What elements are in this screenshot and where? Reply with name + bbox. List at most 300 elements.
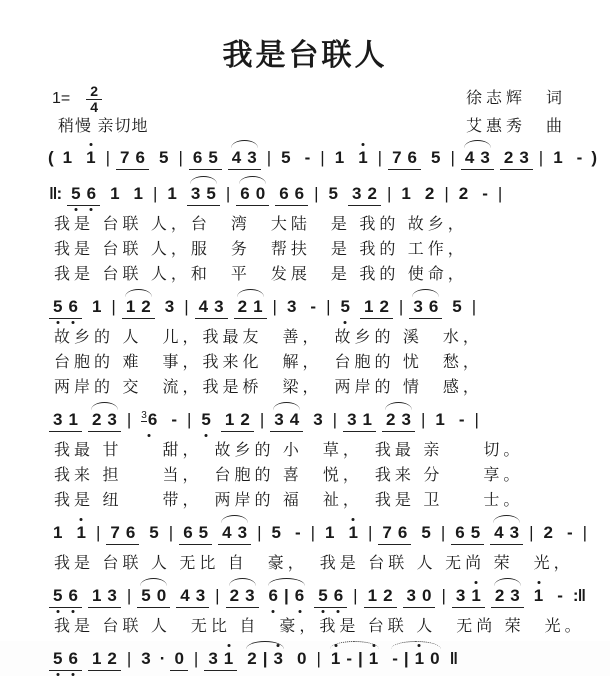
note: 2 [107, 649, 117, 669]
slur-group [88, 411, 121, 432]
note-group [167, 411, 181, 429]
note: 6 [397, 523, 408, 543]
barline: | [471, 297, 477, 317]
system-intro [0, 148, 610, 174]
note: 3 [247, 148, 257, 168]
note-group [49, 298, 82, 319]
note: 6 [65, 650, 80, 668]
octave-dot-below [56, 321, 59, 324]
note-group [116, 149, 149, 170]
slur-group [234, 298, 267, 319]
note: 5 [421, 523, 431, 543]
note: 3 [245, 586, 255, 606]
barline: | [153, 184, 158, 204]
slur-group [327, 650, 382, 668]
note: 1 [334, 148, 345, 168]
octave-dot-below [272, 610, 275, 613]
slur-group [122, 298, 155, 319]
note: 2 [383, 586, 393, 606]
note: 7 [392, 148, 402, 168]
note-group [500, 149, 533, 170]
note: 3 [107, 586, 117, 606]
note-group [82, 149, 99, 167]
slur-group [265, 587, 309, 605]
lyric-line: 我是 台联 人 无比 自 豪， 我是 台联 人 无尚 荣 光， [54, 555, 574, 573]
system-verse-2 [0, 297, 610, 400]
note: 6 [294, 184, 305, 204]
note-group [106, 185, 123, 203]
note-group [301, 149, 315, 167]
lyrics-block [54, 614, 602, 639]
note-group [49, 587, 82, 608]
lyric-line: 我最 甘 甜， 故乡的 小 草， 我最 亲 切。 [54, 442, 524, 460]
lyric-line: 故乡的 人 儿，我最友 善， 故乡的 溪 水， [54, 329, 483, 347]
note-group [59, 149, 76, 167]
slur-group [491, 587, 524, 608]
note-group [170, 650, 187, 671]
note: 6 [266, 587, 281, 605]
note: 5 [281, 148, 291, 168]
barline: | [332, 410, 338, 430]
slur-group [226, 587, 259, 608]
note: 2 [237, 297, 248, 317]
melody-line [46, 410, 602, 436]
barline: | [497, 184, 503, 204]
note-group [72, 524, 89, 542]
note: 5 [50, 587, 65, 605]
note: 2 [91, 410, 102, 430]
note-group [291, 524, 305, 542]
note-group [563, 524, 577, 542]
slur-group [187, 185, 220, 206]
note: 5 [50, 298, 65, 316]
lyric-line: 台胞的 难 事，我来化 解， 台胞的 忧 愁， [54, 354, 483, 372]
barline: | [266, 148, 272, 168]
lyric-line: 我是 台联 人，服 务 帮扶 是 我的 工作， [54, 241, 468, 259]
note-group [343, 411, 376, 432]
note: 1 [325, 523, 335, 543]
note: 3 [271, 650, 286, 668]
lyric-line: 我来 担 当， 台胞的 喜 悦， 我来 分 享。 [54, 467, 524, 485]
barline: | [444, 184, 449, 204]
note-group [267, 524, 284, 542]
note: 6 [125, 523, 136, 543]
note-group [155, 149, 172, 167]
note-group [397, 185, 414, 203]
note-group [448, 298, 465, 316]
note: 6 [65, 587, 80, 605]
note: 5 [198, 411, 213, 429]
barline: | [316, 649, 321, 669]
note: 2 [367, 184, 377, 204]
note-group [452, 587, 485, 608]
octave-dot-below [72, 321, 75, 324]
note-group [88, 298, 105, 316]
note: 1 [91, 297, 102, 317]
note: 7 [110, 523, 120, 543]
note: 0 [174, 649, 184, 669]
system-refrain-2 [0, 586, 610, 639]
note: 5 [328, 184, 339, 204]
note-group [283, 298, 300, 316]
barline: | [126, 410, 132, 430]
note: 3 [237, 523, 248, 543]
grace-note: 3 [141, 410, 147, 422]
note: 6 [279, 184, 289, 204]
note: 1 [367, 586, 378, 606]
note: 6 [240, 184, 250, 204]
note-group [277, 149, 294, 167]
barline: | [259, 410, 265, 430]
slur-group [243, 650, 287, 668]
note-group [431, 411, 448, 429]
system-verse-1 [0, 184, 610, 287]
note: 5 [141, 586, 151, 606]
note: 1 [401, 184, 411, 204]
note: 1 [91, 649, 102, 669]
note-group [345, 524, 362, 542]
barline: | [187, 410, 192, 430]
octave-dot-above [227, 644, 230, 647]
barline: | [386, 184, 392, 204]
note-group [478, 185, 492, 203]
note: 0 [255, 184, 266, 204]
note-group [176, 587, 209, 608]
note: 1 [224, 410, 235, 430]
note: 6 [292, 587, 307, 605]
barline: | [111, 297, 116, 317]
note: 5 [68, 185, 83, 203]
octave-dot-above [277, 644, 280, 647]
notation-symbol: ( [48, 148, 54, 168]
note-group [204, 650, 237, 671]
note-group [321, 524, 338, 542]
note: 2 [247, 649, 257, 669]
octave-dot-above [418, 644, 421, 647]
octave-dot-below [205, 434, 208, 437]
note: 1 [435, 410, 445, 430]
system-coda [0, 649, 610, 675]
barline: | [367, 523, 373, 543]
note: 5 [338, 298, 353, 316]
octave-dot-below [344, 321, 347, 324]
barline: :‖ [572, 586, 586, 606]
note: 1 [125, 297, 136, 317]
note: 3 [347, 410, 357, 430]
note-group [137, 650, 154, 668]
note: 1 [553, 148, 563, 168]
note-group [455, 411, 469, 429]
note-group [161, 298, 178, 316]
octave-dot-below [56, 610, 59, 613]
note: - [346, 649, 352, 669]
note-group [388, 149, 421, 170]
note: 4 [494, 523, 504, 543]
note: 5 [206, 184, 216, 204]
note-group [421, 185, 438, 203]
note: 5 [452, 297, 462, 317]
note: 2 [386, 410, 396, 430]
time-signature [86, 84, 102, 114]
note-group [49, 650, 82, 671]
note-group [427, 149, 444, 167]
note: 5 [208, 148, 218, 168]
note: 6 [455, 523, 465, 543]
barline: | [215, 586, 220, 606]
octave-dot-above [89, 143, 92, 146]
note-group [130, 185, 147, 203]
barline: ‖: [49, 184, 62, 204]
note: - [576, 148, 583, 168]
barline: | [126, 586, 132, 606]
note: 1 [468, 587, 483, 605]
barline: | [440, 523, 446, 543]
note-group [309, 411, 326, 429]
note: 3 [413, 297, 423, 317]
note-group [540, 524, 557, 542]
note: 3 [286, 297, 297, 317]
note-group [455, 185, 472, 203]
note: - [567, 523, 573, 543]
slur-group [228, 149, 261, 170]
octave-dot-below [148, 434, 151, 437]
system-verse-3 [0, 410, 610, 513]
note: 3 [274, 410, 284, 430]
note: 7 [120, 148, 130, 168]
melody-line [46, 586, 602, 612]
note: 3 [510, 586, 520, 606]
note: 5 [50, 650, 65, 668]
note: 3 [195, 586, 206, 606]
note: 3 [401, 410, 411, 430]
melody-line [46, 297, 602, 323]
system-refrain-1 [0, 523, 610, 576]
barline: | [358, 649, 363, 669]
note: 3 [313, 410, 323, 430]
note: 4 [464, 148, 475, 168]
note: 2 [424, 184, 435, 204]
barline: ‖ [449, 649, 458, 669]
barline: | [420, 410, 426, 430]
note-group [314, 587, 347, 608]
note-group [451, 524, 484, 545]
lyric-line: 我是 台联 人 无比 自 豪，我是 台联 人 无尚 荣 光。 [54, 618, 585, 636]
note: 3 [107, 410, 117, 430]
note-group [195, 298, 228, 319]
note: 1 [167, 184, 177, 204]
note: 4 [231, 148, 242, 168]
melody-line [46, 523, 602, 549]
note: 2 [458, 184, 469, 204]
note: 1 [83, 149, 98, 167]
lyrics-block [54, 325, 602, 400]
barline: | [126, 649, 132, 669]
note: 1 [68, 410, 78, 430]
note: 3 [406, 586, 416, 606]
notation-symbol: ) [591, 148, 598, 168]
barline: | [257, 523, 262, 543]
note: 6 [183, 523, 193, 543]
note: 4 [222, 523, 232, 543]
note: 5 [198, 523, 209, 543]
lyric-line: 我是 纽 带， 两岸的 福 祉， 我是 卫 士。 [54, 492, 524, 510]
note: 0 [296, 649, 307, 669]
note: 1 [133, 184, 143, 204]
note: 0 [430, 649, 440, 669]
note: 4 [198, 297, 209, 317]
note: 1 [366, 650, 381, 668]
slur-group [218, 524, 251, 545]
lyrics-block [54, 212, 602, 287]
tempo-marking: 稍慢 亲切地 [58, 118, 149, 136]
lyric-line: 两岸的 交 流，我是桥 梁， 两岸的 情 感， [54, 379, 483, 397]
note: 1 [531, 587, 546, 605]
octave-dot-above [475, 581, 478, 584]
note: 5 [271, 523, 281, 543]
note: 3 [480, 148, 490, 168]
note: 1 [346, 524, 361, 542]
note: 3 [164, 297, 175, 317]
note-group [364, 587, 397, 608]
barline: | [310, 523, 316, 543]
note: 1 [362, 410, 373, 430]
note: 3 [352, 184, 362, 204]
song-title: 我是台联人 [222, 39, 388, 72]
note: 3 [509, 523, 520, 543]
note: 6 [135, 148, 145, 168]
note-group [354, 149, 371, 167]
slur-group [461, 149, 494, 170]
slur-group [270, 411, 303, 432]
note: 6 [331, 587, 346, 605]
slur-group [409, 298, 442, 319]
barline: | [178, 148, 183, 168]
note-group [88, 587, 121, 608]
note: - [294, 523, 301, 543]
note: 0 [422, 586, 432, 606]
note: 7 [382, 523, 392, 543]
barline: | [441, 586, 446, 606]
barline: | [353, 586, 358, 606]
note: 5 [149, 523, 159, 543]
note: - [458, 410, 465, 430]
note: - [482, 184, 488, 204]
octave-dot-below [321, 610, 324, 613]
note: 0 [156, 586, 167, 606]
header-row-key [0, 84, 610, 114]
octave-dot-below [74, 208, 77, 211]
barline: | [272, 297, 277, 317]
slur-group [388, 650, 443, 668]
note-group [403, 587, 436, 608]
barline: | [193, 649, 199, 669]
note: 1 [110, 184, 120, 204]
melody-line [46, 148, 602, 174]
note: 6 [407, 148, 418, 168]
note: 2 [503, 148, 514, 168]
note: 4 [180, 586, 190, 606]
note: - [310, 297, 317, 317]
barline: | [168, 523, 174, 543]
barline: | [326, 297, 331, 317]
note: 1 [363, 297, 374, 317]
barline: | [314, 184, 319, 204]
note-group [293, 650, 310, 668]
barline: | [582, 523, 588, 543]
key-prefix: 1= [52, 90, 71, 108]
note: 6 [428, 297, 439, 317]
melody-line [46, 649, 602, 675]
note: 1 [221, 650, 236, 668]
barline: | [529, 523, 534, 543]
composer-credit: 艾惠秀 曲 [465, 118, 566, 136]
note: 3 [190, 184, 201, 204]
note: 1 [53, 523, 63, 543]
note-group [189, 149, 222, 170]
time-signature-numerator: 2 [86, 84, 102, 100]
note: 5 [431, 148, 441, 168]
octave-dot-below [298, 610, 301, 613]
time-signature-denominator: 4 [90, 98, 99, 115]
barline: | [262, 649, 268, 669]
note-group [378, 524, 411, 545]
note: 3 [53, 410, 63, 430]
barline: | [377, 148, 383, 168]
lyrics-block [54, 551, 602, 576]
note: $^3$6 [138, 411, 160, 429]
barline: | [538, 148, 544, 168]
slur-group [490, 524, 523, 545]
lyric-line: 我是 台联 人，台 湾 大陆 是 我的 故乡， [54, 216, 468, 234]
lyrics-block [54, 438, 602, 513]
barline: | [398, 297, 404, 317]
note-group [573, 149, 587, 167]
note: 2 [229, 586, 240, 606]
lyricist-credit: 徐志辉 词 [465, 90, 566, 108]
note-group [106, 524, 139, 545]
note-group [49, 411, 82, 432]
note-group [417, 524, 434, 542]
note-group [348, 185, 381, 206]
note-group [275, 185, 308, 206]
barline: | [474, 410, 479, 430]
note-group [360, 298, 393, 319]
octave-dot-below [337, 610, 340, 613]
note: 1 [355, 149, 370, 167]
note: 1 [91, 586, 102, 606]
header-row-tempo [0, 116, 610, 138]
lyric-line: 我是 台联 人，和 平 发展 是 我的 使命， [54, 266, 468, 284]
note-group [306, 298, 320, 316]
note-group [88, 650, 121, 671]
note-group [337, 298, 354, 316]
note-group [331, 149, 348, 167]
slur-group [137, 587, 170, 608]
octave-dot-above [537, 581, 540, 584]
note: 6 [192, 148, 203, 168]
octave-dot-below [90, 208, 93, 211]
note-group [137, 411, 161, 429]
note-group [163, 185, 180, 203]
note: 2 [494, 586, 505, 606]
barline: | [225, 184, 231, 204]
note-group [221, 411, 254, 432]
barline: | [105, 148, 111, 168]
octave-dot-below [72, 610, 75, 613]
note-group [67, 185, 100, 206]
note: - [392, 649, 398, 669]
note-group [197, 411, 214, 429]
